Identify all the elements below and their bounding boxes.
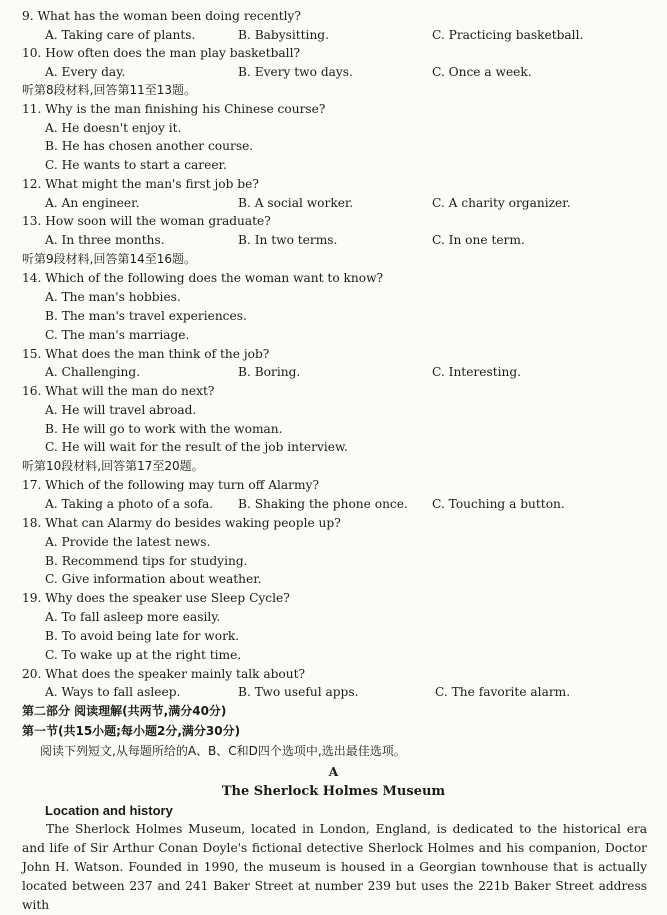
reading-instruction: 阅读下列短文,从每题所给的A、B、C和D四个选项中,选出最佳选项。 <box>40 744 406 758</box>
option-b: B. In two terms. <box>238 233 338 247</box>
option-b: B. He has chosen another course. <box>45 139 254 153</box>
option-a: A. Taking a photo of a sofa. <box>45 497 214 511</box>
option-b: B. The man's travel experiences. <box>45 309 247 323</box>
part-two-heading: 第二部分 阅读理解(共两节,满分40分) <box>22 704 227 718</box>
question-19: 19. Why does the speaker use Sleep Cycle? <box>22 591 290 605</box>
option-a: A. He will travel abroad. <box>45 403 197 417</box>
option-b: B. Boring. <box>238 365 301 379</box>
option-a: A. To fall asleep more easily. <box>45 610 221 624</box>
question-11: 11. Why is the man finishing his Chinese course? <box>22 102 326 116</box>
question-14: 14. Which of the following does the woman want to know? <box>22 271 384 285</box>
options-20 <box>0 683 667 702</box>
passage-subheading: Location and history <box>45 803 173 818</box>
option-a: A. Challenging. <box>45 365 141 379</box>
option-a: A. Every day. <box>45 65 126 79</box>
option-c: C. Touching a button. <box>432 497 565 511</box>
question-17: 17. Which of the following may turn off Alarmy? <box>22 478 319 492</box>
option-c: C. Practicing basketball. <box>432 28 584 42</box>
options-15 <box>0 363 667 382</box>
option-c: C. Give information about weather. <box>45 572 262 586</box>
question-15: 15. What does the man think of the job? <box>22 347 270 361</box>
option-a: A. Provide the latest news. <box>45 535 211 549</box>
option-c: C. The favorite alarm. <box>435 685 571 699</box>
option-c: C. A charity organizer. <box>432 196 571 210</box>
question-13: 13. How soon will the woman graduate? <box>22 214 271 228</box>
option-c: C. The man's marriage. <box>45 328 190 342</box>
passage-paragraph <box>22 820 647 915</box>
option-b: B. To avoid being late for work. <box>45 629 240 643</box>
question-16: 16. What will the man do next? <box>22 384 215 398</box>
options-10 <box>0 63 667 82</box>
section-one-heading: 第一节(共15小题;每小题2分,满分30分) <box>22 724 241 738</box>
question-10: 10. How often does the man play basketball? <box>22 46 301 60</box>
option-a: A. In three months. <box>45 233 165 247</box>
option-c: C. He will wait for the result of the job interview. <box>45 440 348 454</box>
options-12 <box>0 194 667 213</box>
option-c: C. Once a week. <box>432 65 532 79</box>
question-12: 12. What might the man's first job be? <box>22 177 259 191</box>
question-9: 9. What has the woman been doing recently? <box>22 9 301 23</box>
options-13 <box>0 231 667 250</box>
option-b: B. Babysitting. <box>238 28 329 42</box>
options-17 <box>0 495 667 514</box>
option-a: A. The man's hobbies. <box>45 290 181 304</box>
options-9 <box>0 26 667 45</box>
listening-instruction-10: 听第10段材料,回答第17至20题。 <box>22 459 204 473</box>
option-b: B. Every two days. <box>238 65 353 79</box>
option-c: C. He wants to start a career. <box>45 158 227 172</box>
option-a: A. He doesn't enjoy it. <box>45 121 182 135</box>
option-b: B. Recommend tips for studying. <box>45 554 248 568</box>
option-c: C. Interesting. <box>432 365 522 379</box>
option-c: C. In one term. <box>432 233 525 247</box>
option-a: A. Ways to fall asleep. <box>45 685 181 699</box>
passage-letter: A <box>328 765 339 779</box>
option-b: B. A social worker. <box>238 196 354 210</box>
option-b: B. He will go to work with the woman. <box>45 422 283 436</box>
option-a: A. Taking care of plants. <box>45 28 196 42</box>
passage-title: The Sherlock Holmes Museum <box>221 784 446 799</box>
question-18: 18. What can Alarmy do besides waking people up? <box>22 516 341 530</box>
option-c: C. To wake up at the right time. <box>45 648 242 662</box>
option-b: B. Shaking the phone once. <box>238 497 408 511</box>
listening-instruction-8: 听第8段材料,回答第11至13题。 <box>22 83 196 97</box>
option-b: B. Two useful apps. <box>238 685 359 699</box>
passage-text: The Sherlock Holmes Museum, located in London, England, is dedicated to the historical era and life of Sir Arthur Conan Doyle's fictional detective Sherlock Holmes and his companion, Doctor John H. Watson. Founded in 1990, the museum is housed in a Georgian townhouse that is actually located between 237 and 241 Baker Street at number 239 but uses the 221b Baker Street address with <box>22 822 647 912</box>
listening-instruction-9: 听第9段材料,回答第14至16题。 <box>22 252 196 266</box>
option-a: A. An engineer. <box>45 196 140 210</box>
question-20: 20. What does the speaker mainly talk about? <box>22 667 306 681</box>
